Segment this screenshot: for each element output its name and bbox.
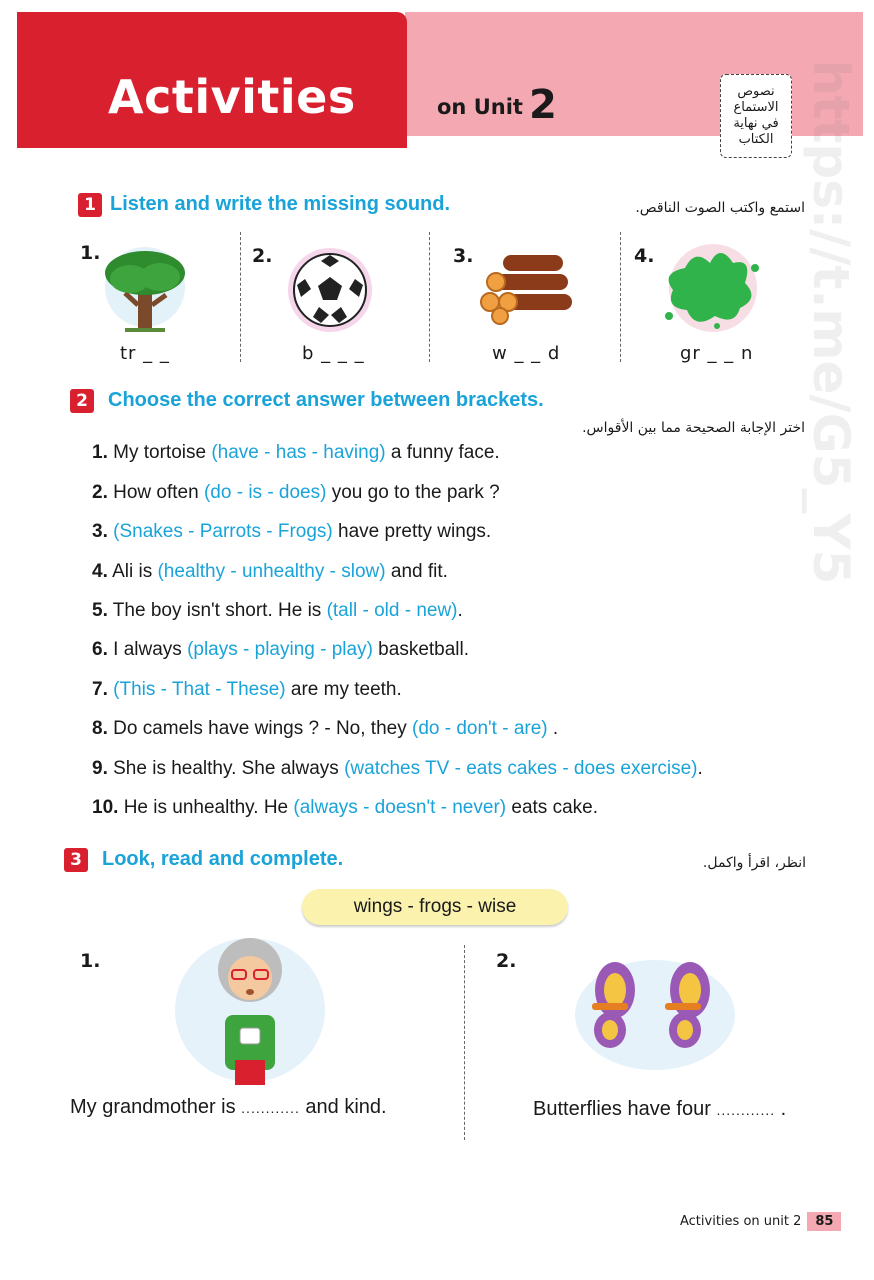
- question-text: are my teeth.: [285, 679, 402, 700]
- question: [92, 718, 558, 740]
- sentence-text: My grandmother is: [70, 1096, 242, 1118]
- question-number: 3.: [92, 521, 108, 542]
- ball-picture: [285, 245, 375, 335]
- question-text: He is unhealthy. He: [118, 797, 294, 818]
- section1-number: 1: [78, 193, 102, 217]
- sentence-text: and kind.: [299, 1096, 387, 1118]
- question-text: you go to the park ?: [326, 482, 500, 503]
- question-text: The boy isn't short. He is: [107, 600, 327, 621]
- complete-sentence: [533, 1098, 786, 1121]
- question-number: 10.: [92, 797, 119, 818]
- divider: [240, 232, 241, 362]
- question-text: .: [457, 600, 463, 621]
- subtitle-text: on Unit: [437, 95, 523, 119]
- question-text: a funny face.: [385, 442, 500, 463]
- item-number: 1.: [80, 950, 101, 972]
- question-options: (This - That - These): [113, 679, 286, 700]
- watermark: https://t.me/G5_Y5: [802, 60, 860, 585]
- question-text: basketball.: [372, 639, 470, 660]
- word-bank: wings - frogs - wise: [302, 889, 568, 925]
- section3-title: Look, read and complete.: [102, 848, 344, 870]
- question-text: .: [697, 758, 703, 779]
- question-text: and fit.: [385, 561, 448, 582]
- item-number: 4.: [634, 245, 655, 267]
- question: [92, 442, 500, 464]
- question: [92, 797, 598, 819]
- question-text: Ali is: [107, 561, 158, 582]
- question-options: (always - doesn't - never): [293, 797, 507, 818]
- question-options: (Snakes - Parrots - Frogs): [113, 521, 333, 542]
- divider: [429, 232, 430, 362]
- question-text: have pretty wings.: [332, 521, 492, 542]
- missing-sound-word: tr _ _: [120, 343, 170, 364]
- section3-arabic: انظر، اقرأ واكمل.: [702, 855, 806, 871]
- section2-number: 2: [70, 389, 94, 413]
- item-number: 2.: [252, 245, 273, 267]
- page-footer: [680, 1214, 841, 1229]
- question-text: I always: [107, 639, 188, 660]
- missing-sound-word: gr _ _ n: [680, 343, 754, 364]
- section1-title: Listen and write the missing sound.: [110, 193, 451, 215]
- question-number: 4.: [92, 561, 108, 582]
- question: [92, 639, 469, 661]
- sentence-text: Butterflies have four: [533, 1098, 717, 1120]
- missing-sound-word: w _ _ d: [492, 343, 561, 364]
- butterflies-picture: [570, 945, 740, 1075]
- question-number: 8.: [92, 718, 108, 739]
- answer-blank[interactable]: ............: [241, 1100, 300, 1116]
- green-paint-splash-picture: [655, 238, 775, 333]
- answer-blank[interactable]: ............: [716, 1102, 776, 1118]
- question-number: 9.: [92, 758, 108, 779]
- question-text: How often: [107, 482, 204, 503]
- question-number: 2.: [92, 482, 108, 503]
- question-options: (healthy - unhealthy - slow): [157, 561, 386, 582]
- question-options: (have - has - having): [211, 442, 386, 463]
- item-number: 3.: [453, 245, 474, 267]
- complete-sentence: [70, 1096, 387, 1119]
- question-options: (plays - playing - play): [187, 639, 373, 660]
- question-text: eats cake.: [506, 797, 598, 818]
- sentence-text: .: [775, 1098, 787, 1120]
- divider: [620, 232, 621, 362]
- page-title: Activities: [108, 70, 356, 124]
- section3-number: 3: [64, 848, 88, 872]
- question: [92, 561, 448, 583]
- item-number: 1.: [80, 242, 101, 264]
- question: [92, 482, 500, 504]
- question-text: My tortoise: [107, 442, 212, 463]
- section1-arabic: استمع واكتب الصوت الناقص.: [635, 200, 805, 216]
- missing-sound-word: b _ _ _: [302, 343, 365, 364]
- question-text: Do camels have wings ? - No, they: [107, 718, 412, 739]
- divider: [464, 945, 465, 1140]
- wood-logs-picture: [478, 250, 578, 325]
- listening-scripts-note: نصوص الاستماع في نهاية الكتاب: [720, 74, 792, 158]
- question-options: (do - is - does): [203, 482, 327, 503]
- section2-title: Choose the correct answer between brackets.: [108, 389, 544, 411]
- tree-picture: [100, 245, 190, 335]
- question: [92, 521, 491, 543]
- question-options: (do - don't - are): [412, 718, 548, 739]
- item-number: 2.: [496, 950, 517, 972]
- question: [92, 679, 402, 701]
- page-subtitle: [437, 82, 557, 128]
- section2-arabic: اختر الإجابة الصحيحة مما بين الأقواس.: [582, 420, 805, 436]
- question: [92, 600, 463, 622]
- unit-number: 2: [528, 82, 557, 128]
- question-number: 6.: [92, 639, 108, 660]
- question-number: 7.: [92, 679, 108, 700]
- question-number: 1.: [92, 442, 108, 463]
- question: [92, 758, 703, 780]
- footer-text: Activities on unit 2: [680, 1214, 802, 1229]
- page-number: 85: [807, 1212, 841, 1231]
- question-text: .: [547, 718, 559, 739]
- question-options: (watches TV - eats cakes - does exercise): [344, 758, 698, 779]
- grandmother-picture: [170, 920, 330, 1090]
- question-number: 5.: [92, 600, 108, 621]
- question-options: (tall - old - new): [326, 600, 458, 621]
- question-text: She is healthy. She always: [107, 758, 345, 779]
